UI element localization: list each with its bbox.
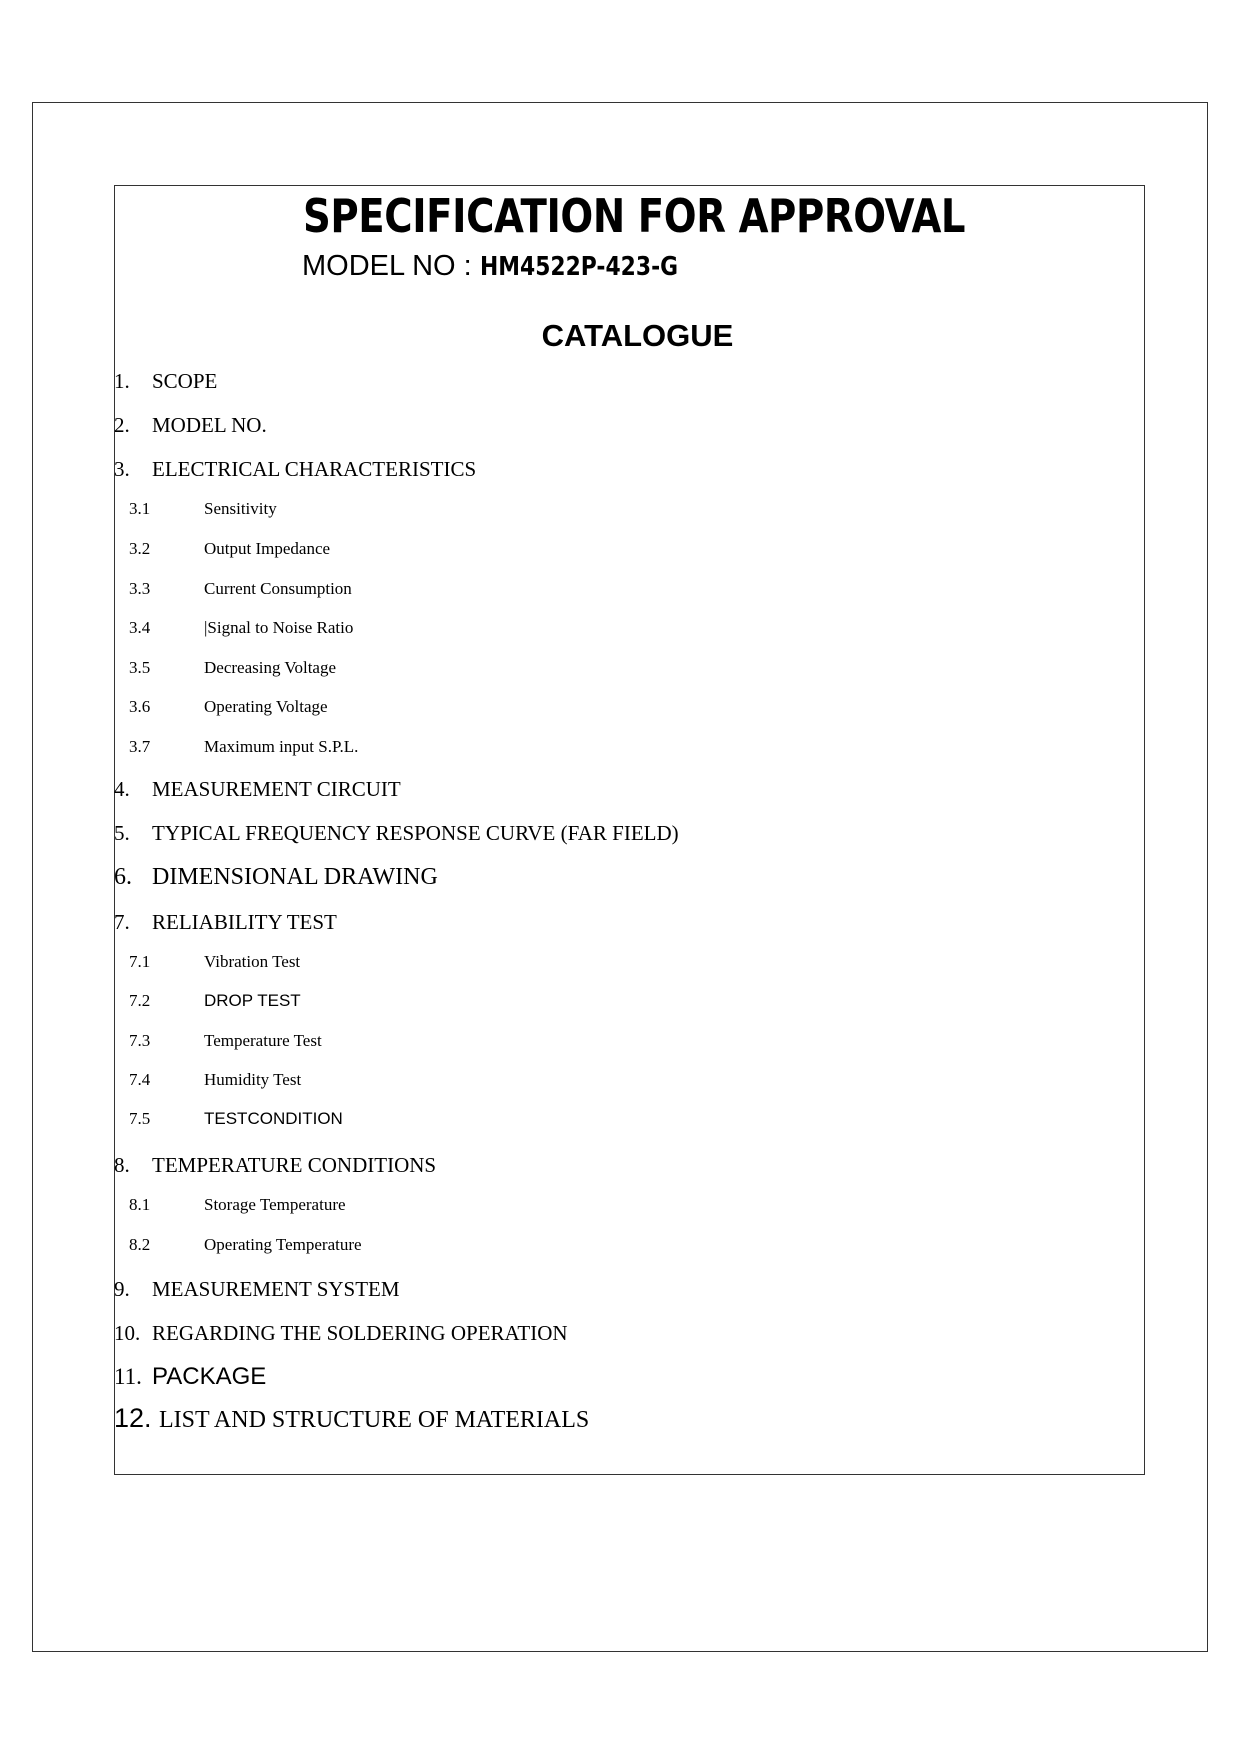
toc-subitem-number: 8.1 <box>129 1195 151 1214</box>
toc-subitem-number: 3.6 <box>129 697 151 716</box>
toc-subitem-number: 7.3 <box>129 1031 151 1050</box>
toc-item-label: MODEL NO. <box>152 413 267 437</box>
toc-subitem-number: 3.4 <box>129 618 151 637</box>
toc-item-number: 8. <box>114 1153 130 1177</box>
toc-item-label: RELIABILITY TEST <box>152 910 337 934</box>
toc-item-number: 7. <box>114 910 130 934</box>
toc-item-label: PACKAGE <box>152 1363 267 1390</box>
model-number-value: HM4522P-423-G <box>479 252 678 282</box>
toc-item-label: MEASUREMENT SYSTEM <box>152 1277 400 1301</box>
toc-item-label: REGARDING THE SOLDERING OPERATION <box>152 1321 568 1345</box>
toc-subitem-number: 3.7 <box>129 737 151 756</box>
content-border <box>114 185 1145 1475</box>
toc-subitem-label: Humidity Test <box>204 1070 302 1089</box>
toc-subitem-number: 7.5 <box>129 1109 151 1128</box>
toc-subitem-number: 3.3 <box>129 579 151 598</box>
toc-item-number: 2. <box>114 413 130 437</box>
toc-subitem-label: Temperature Test <box>204 1031 322 1050</box>
toc-item-number: 1. <box>114 369 130 393</box>
toc-subitem-number: 3.5 <box>129 658 151 677</box>
toc-subitem-number: 3.2 <box>129 539 151 558</box>
toc-subitem-label: Sensitivity <box>204 499 277 518</box>
toc-item-number: 4. <box>114 777 130 801</box>
toc-subitem-label: Decreasing Voltage <box>204 658 337 677</box>
toc-item-number: 3. <box>114 457 130 481</box>
toc-item-label: TYPICAL FREQUENCY RESPONSE CURVE (FAR FIELD) <box>152 821 679 845</box>
toc-subitem-label: Operating Voltage <box>204 697 328 716</box>
toc-item-label: MEASUREMENT CIRCUIT <box>152 777 401 801</box>
toc-subitem-number: 7.2 <box>129 991 151 1010</box>
toc-subitem-number: 7.1 <box>129 952 151 971</box>
toc-item-number: 11. <box>114 1364 142 1389</box>
catalogue-heading: CATALOGUE <box>541 318 734 353</box>
toc-subitem-label: DROP TEST <box>204 991 301 1010</box>
toc-item-number: 12. <box>114 1403 152 1433</box>
toc-item-number: 5. <box>114 821 130 845</box>
toc-item-label: DIMENSIONAL DRAWING <box>152 864 438 890</box>
toc-subitem-number: 8.2 <box>129 1235 151 1254</box>
toc-subitem-label: Output Impedance <box>204 539 331 558</box>
toc-subitem-label: Vibration Test <box>204 952 301 971</box>
document-title: SPECIFICATION FOR APPROVAL <box>303 189 966 243</box>
toc-item-number: 6. <box>114 864 132 890</box>
toc-subitem-label: Operating Temperature <box>204 1235 362 1254</box>
toc-subitem-label: |Signal to Noise Ratio <box>204 618 354 637</box>
toc-item-number: 10. <box>114 1321 141 1345</box>
toc-item-label: TEMPERATURE CONDITIONS <box>152 1153 437 1177</box>
toc-item-number: 9. <box>114 1277 130 1301</box>
toc-item-label: SCOPE <box>152 369 218 393</box>
model-number-label: MODEL NO : <box>302 250 472 282</box>
toc-subitem-label: Storage Temperature <box>204 1195 346 1214</box>
toc-subitem-label: Maximum input S.P.L. <box>204 737 359 756</box>
toc-subitem-number: 7.4 <box>129 1070 151 1089</box>
toc-subitem-number: 3.1 <box>129 499 151 518</box>
toc-subitem-label: Current Consumption <box>204 579 352 598</box>
toc-subitem-label: TESTCONDITION <box>204 1109 343 1128</box>
toc-item-label: LIST AND STRUCTURE OF MATERIALS <box>159 1407 590 1433</box>
toc-item-label: ELECTRICAL CHARACTERISTICS <box>152 457 477 481</box>
model-number-line <box>302 248 716 285</box>
